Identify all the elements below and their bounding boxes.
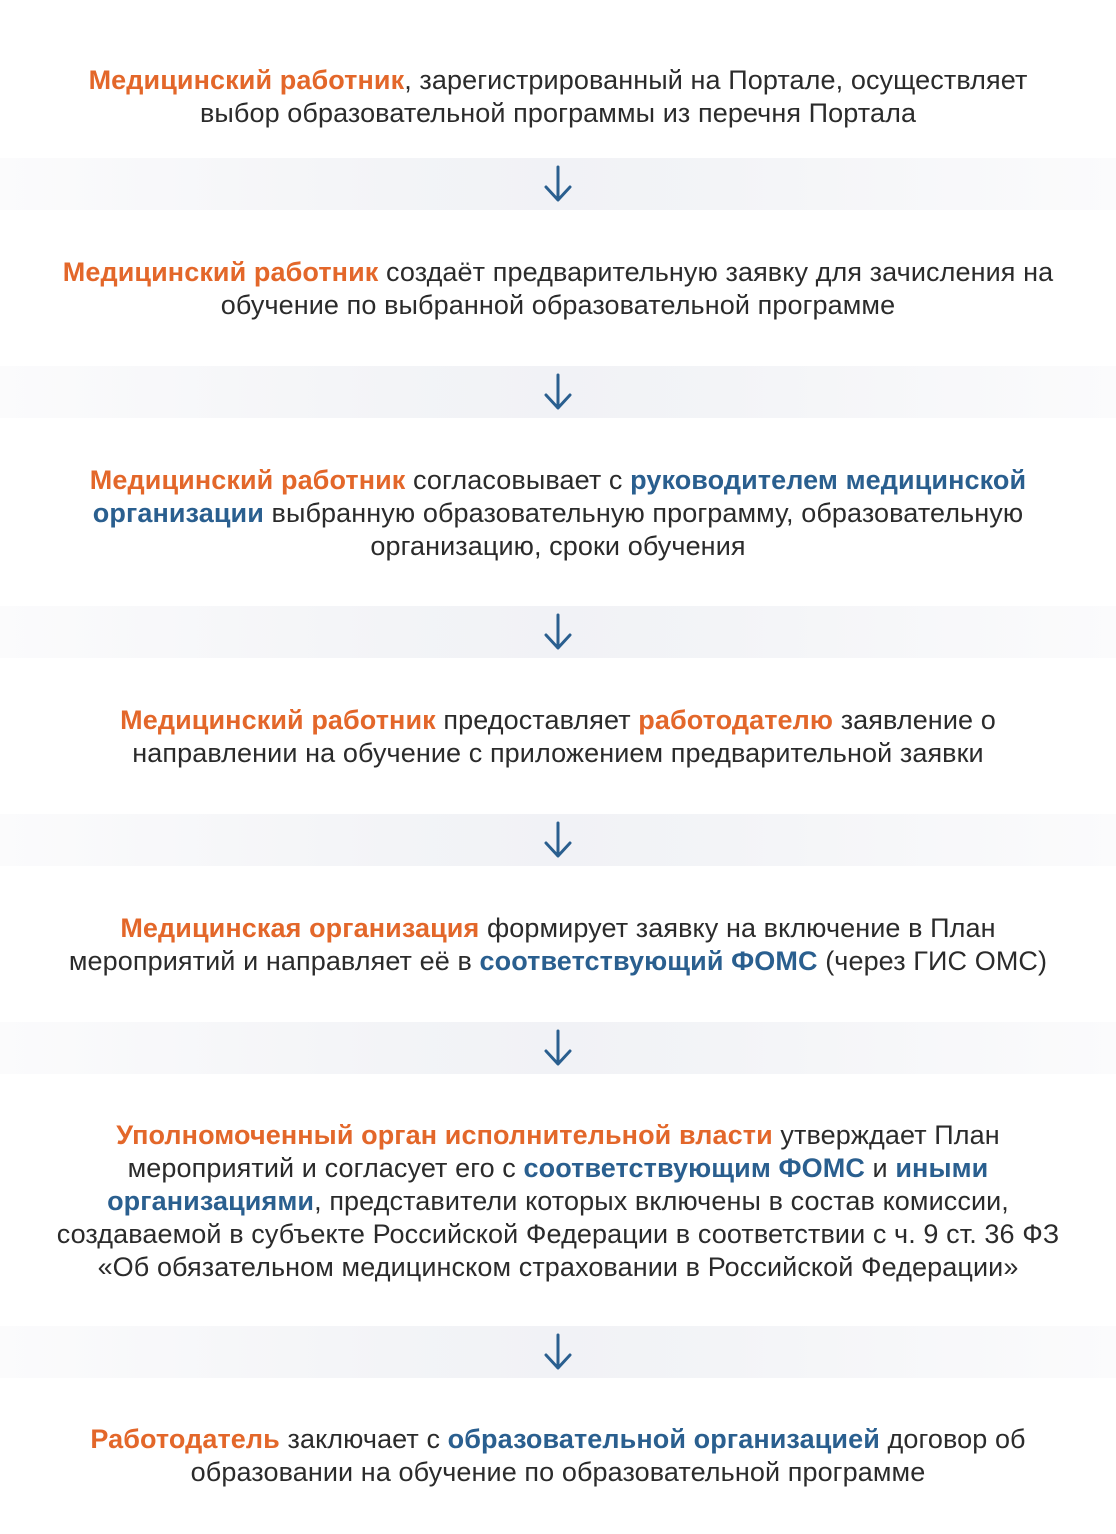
flow-step-4	[0, 663, 1116, 811]
step-1-description: , зарегистрированный на Портале, осуществляет выбор образовательной программы из перечня Портала	[199, 65, 1028, 128]
arrow-down-icon	[543, 164, 573, 204]
flow-step-3	[0, 423, 1116, 603]
actor-territorial-foms: соответствующий ФОМС	[479, 946, 818, 976]
step-5-text-part-2: формирует заявку на включение в План мероприятий и направляет её в	[68, 913, 996, 976]
step-6-text-part-6: , представители которых включены в состав комиссии, создаваемой в субъекте Российской Федерации в соответствии с ч. 9 ст. 36 ФЗ «Об обязательном медицинском страховании в Российской Федерации»	[56, 1185, 1060, 1282]
step-7-text	[68, 1423, 1048, 1489]
step-7-text-part-2: заключает с	[279, 1424, 448, 1454]
step-2-text	[58, 256, 1058, 322]
actor-medical-worker: Медицинский работник	[62, 257, 379, 287]
actor-other-organizations: иными организациями	[107, 1152, 989, 1216]
step-2-description: создаёт предварительную заявку для зачисления на обучение по выбранной образовательной программе	[220, 257, 1054, 320]
step-3-text-part-2: согласовывает с	[405, 464, 631, 495]
step-3-text	[58, 464, 1058, 563]
step-4-text-part-4: заявление о направлении на обучение с приложением предварительной заявки	[132, 705, 996, 768]
arrow-down-icon	[543, 1332, 573, 1372]
step-3-text-part-4: выбранную образовательную программу, образовательную организацию, сроки обучения	[263, 497, 1024, 561]
actor-medical-worker: Медицинский работник	[89, 464, 406, 495]
flow-step-6	[0, 1079, 1116, 1323]
actor-employer: работодателю	[638, 705, 834, 735]
arrow-down-icon	[543, 612, 573, 652]
arrow-down-icon	[543, 372, 573, 412]
flow-connector-5	[0, 1022, 1116, 1074]
flow-connector-4	[0, 814, 1116, 866]
flow-connector-3	[0, 606, 1116, 658]
step-6-text-part-4: и	[864, 1152, 896, 1183]
actor-territorial-foms: соответствующим ФОМС	[523, 1152, 865, 1183]
actor-medical-organization: Медицинская организация	[120, 913, 480, 943]
actor-head-of-medical-organization: руководителем медицинской организации	[92, 464, 1027, 528]
actor-employer: Работодатель	[90, 1424, 280, 1454]
flow-step-7	[0, 1383, 1116, 1529]
arrow-down-icon	[543, 820, 573, 860]
step-7-text-part-4: договор об образовании на обучение по образовательной программе	[190, 1424, 1026, 1487]
flow-connector-2	[0, 366, 1116, 418]
step-1-text	[63, 64, 1053, 130]
flow-step-5	[0, 871, 1116, 1019]
actor-medical-worker: Медицинский работник	[120, 705, 436, 735]
flow-connector-1	[0, 158, 1116, 210]
actor-authorized-executive-body: Уполномоченный орган исполнительной власти	[116, 1119, 773, 1150]
flow-connector-6	[0, 1326, 1116, 1378]
step-6-text	[40, 1119, 1076, 1284]
step-4-text-part-2: предоставляет	[435, 705, 639, 735]
step-6-text-part-2: утверждает План мероприятий и согласует его с	[127, 1119, 1000, 1183]
step-5-text	[48, 912, 1068, 978]
flow-step-1	[0, 40, 1116, 154]
step-5-text-part-4: (через ГИС ОМС)	[817, 946, 1048, 976]
arrow-down-icon	[543, 1028, 573, 1068]
actor-medical-worker: Медицинский работник	[88, 65, 405, 95]
flow-step-2	[0, 215, 1116, 363]
actor-educational-organization: образовательной организацией	[447, 1424, 880, 1454]
step-4-text	[98, 704, 1018, 770]
